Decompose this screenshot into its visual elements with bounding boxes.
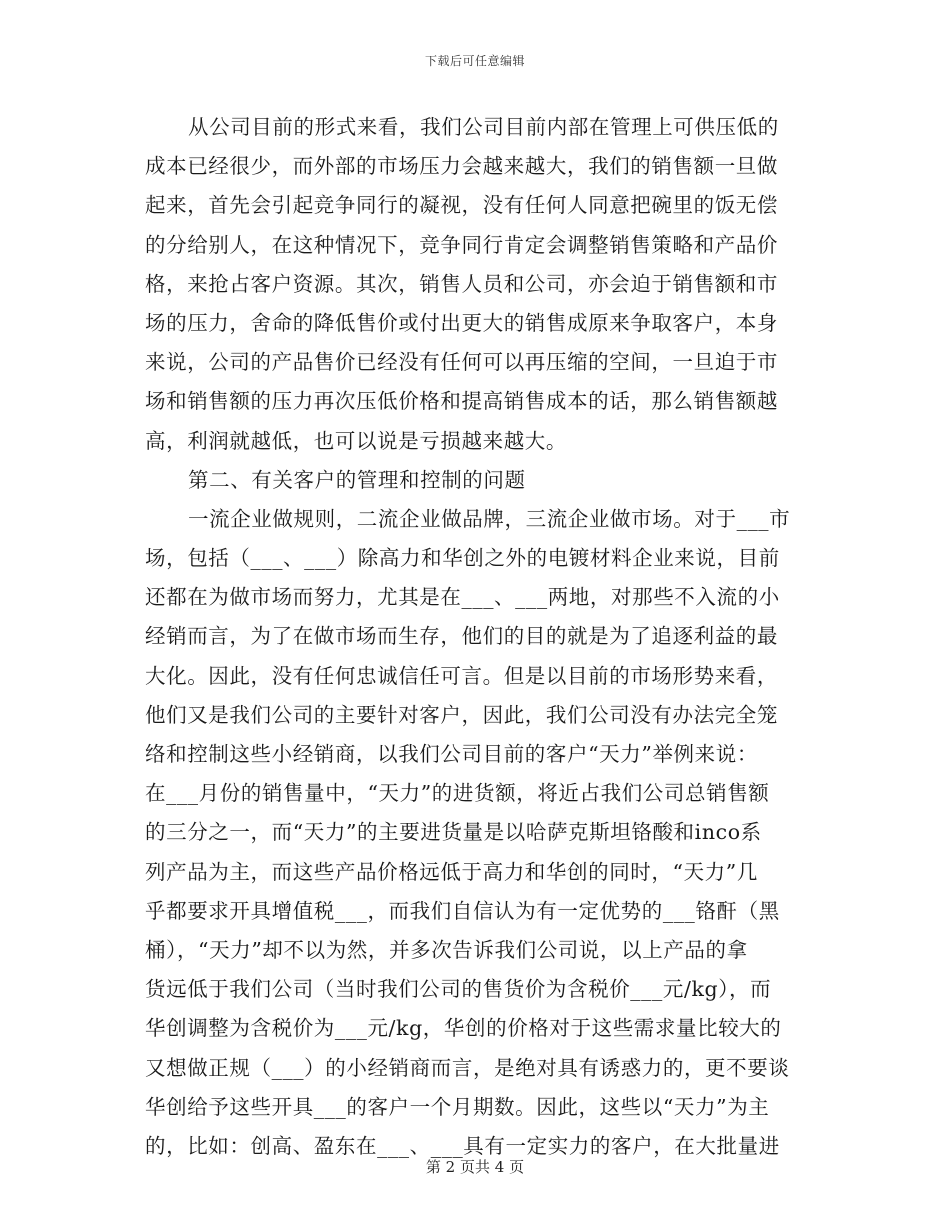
paragraph-line: 一流企业做规则，二流企业做品牌，三流企业做市场。对于___市 [188,506,791,531]
paragraph-line: 高，利润就越低，也可以说是亏损越来越大。 [145,428,567,453]
paragraph-line: 华创给予这些开具___的客户一个月期数。因此，这些以“天力”为主 [145,1094,770,1119]
paragraph-line: 列产品为主，而这些产品价格远低于高力和华创的同时，“天力”几 [145,859,758,884]
page-footer: 第 2 页共 4 页 [425,1158,525,1176]
paragraph-line: 乎都要求开具增值税___，而我们自信认为有一定优势的___铬酐（黑 [145,898,780,923]
paragraph-line: 场的压力，舍命的降低售价或付出更大的销售成原来争取客户，本身 [145,310,778,335]
paragraph-line: 格，来抢占客户资源。其次，销售人员和公司，亦会迫于销售额和市 [145,271,778,296]
paragraph-line: 从公司目前的形式来看，我们公司目前内部在管理上可供压低的 [188,115,779,139]
paragraph-line: 的三分之一，而“天力”的主要进货量是以哈萨克斯坦铬酸和inco系 [145,820,762,845]
paragraph-line: 的，比如：创高、盈东在___、___具有一定实力的客户，在大批量进 [145,1133,780,1158]
paragraph-line: 的分给别人，在这种情况下，竞争同行肯定会调整销售策略和产品价 [145,232,778,257]
paragraph-line: 在___月份的销售量中，“天力”的进货额，将近占我们公司总销售额 [145,781,770,806]
paragraph-line: 他们又是我们公司的主要针对客户，因此，我们公司没有办法完全笼 [145,702,778,727]
paragraph-line: 华创调整为含税价为___元/kg，华创的价格对于这些需求量比较大的 [145,1016,782,1041]
paragraph-line: 又想做正规（___）的小经销商而言，是绝对具有诱惑力的，更不要谈 [145,1055,790,1080]
section-heading: 第二、有关客户的管理和控制的问题 [188,467,526,492]
page-header: 下载后可任意编辑 [424,54,525,68]
document-body [145,108,805,1166]
paragraph-line: 大化。因此，没有任何忠诚信任可言。但是以目前的市场形势来看， [145,663,778,688]
paragraph-line: 来说，公司的产品售价已经没有任何可以再压缩的空间，一旦迫于市 [145,350,778,375]
paragraph-line: 场，包括（___、___）除高力和华创之外的电镀材料企业来说，目前 [145,546,780,571]
paragraph-line: 场和销售额的压力再次压低价格和提高销售成本的话，那么销售额越 [145,389,778,414]
paragraph-line: 桶），“天力”却不以为然，并多次告诉我们公司说，以上产品的拿 [145,937,748,962]
paragraph-line: 货远低于我们公司（当时我们公司的售货价为含税价___元/kg），而 [145,977,772,1002]
paragraph-line: 起来，首先会引起竞争同行的凝视，没有任何人同意把碗里的饭无偿 [145,193,778,218]
paragraph-line: 还都在为做市场而努力，尤其是在___、___两地，对那些不入流的小 [145,585,780,610]
paragraph-line: 络和控制这些小经销商，以我们公司目前的客户“天力”举例来说： [145,742,758,766]
paragraph-line: 经销而言，为了在做市场而生存，他们的目的就是为了追逐利益的最 [145,624,778,649]
paragraph-line: 成本已经很少，而外部的市场压力会越来越大，我们的销售额一旦做 [145,154,778,179]
